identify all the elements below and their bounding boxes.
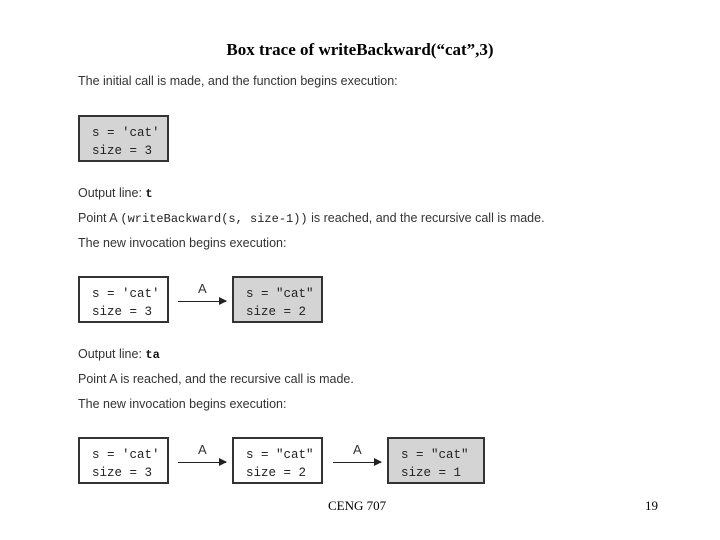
output-value: ta bbox=[145, 348, 160, 362]
new-invocation-text-1: The new invocation begins execution: bbox=[78, 236, 287, 250]
call-arrow bbox=[333, 462, 381, 463]
box-line-size: size = 1 bbox=[401, 466, 462, 480]
page-number: 19 bbox=[645, 498, 658, 513]
output-line-label: Output line: bbox=[78, 186, 146, 200]
output-line-label: Output line: bbox=[78, 347, 146, 361]
box-line-size: size = 3 bbox=[92, 305, 153, 319]
footer-course: CENG 707 bbox=[328, 498, 387, 513]
activation-record-box bbox=[232, 437, 323, 484]
point-a-prefix: Point A bbox=[78, 211, 121, 225]
box-line-s: s = 'cat' bbox=[92, 448, 160, 462]
box-line-size: size = 3 bbox=[92, 466, 153, 480]
point-a-text-1 bbox=[78, 211, 545, 226]
box-line-size: size = 2 bbox=[246, 305, 307, 319]
new-invocation-text-2: The new invocation begins execution: bbox=[78, 397, 287, 411]
box-line-s: s = "cat" bbox=[401, 448, 469, 462]
box-line-s: s = "cat" bbox=[246, 287, 314, 301]
point-a-code: (writeBackward(s, size-1)) bbox=[120, 212, 308, 226]
activation-record-box bbox=[78, 437, 169, 484]
activation-record-box bbox=[232, 276, 323, 323]
output-line-2 bbox=[78, 347, 160, 362]
arrow-label: A bbox=[353, 442, 362, 457]
point-a-text-2: Point A is reached, and the recursive call is made. bbox=[78, 372, 354, 386]
box-line-size: size = 3 bbox=[92, 144, 153, 158]
call-arrow bbox=[178, 462, 226, 463]
box-line-s: s = 'cat' bbox=[92, 287, 160, 301]
box-line-size: size = 2 bbox=[246, 466, 307, 480]
slide-title: Box trace of writeBackward(“cat”,3) bbox=[226, 40, 494, 59]
box-line-s: s = 'cat' bbox=[92, 126, 160, 140]
initial-call-text: The initial call is made, and the function begins execution: bbox=[78, 74, 398, 88]
arrow-label: A bbox=[198, 281, 207, 296]
activation-record-box bbox=[78, 115, 169, 162]
output-value: t bbox=[145, 187, 153, 201]
activation-record-box bbox=[387, 437, 485, 484]
activation-record-box bbox=[78, 276, 169, 323]
box-line-s: s = "cat" bbox=[246, 448, 314, 462]
arrow-label: A bbox=[198, 442, 207, 457]
point-a-suffix: is reached, and the recursive call is made. bbox=[307, 211, 545, 225]
output-line-1 bbox=[78, 186, 153, 201]
call-arrow bbox=[178, 301, 226, 302]
